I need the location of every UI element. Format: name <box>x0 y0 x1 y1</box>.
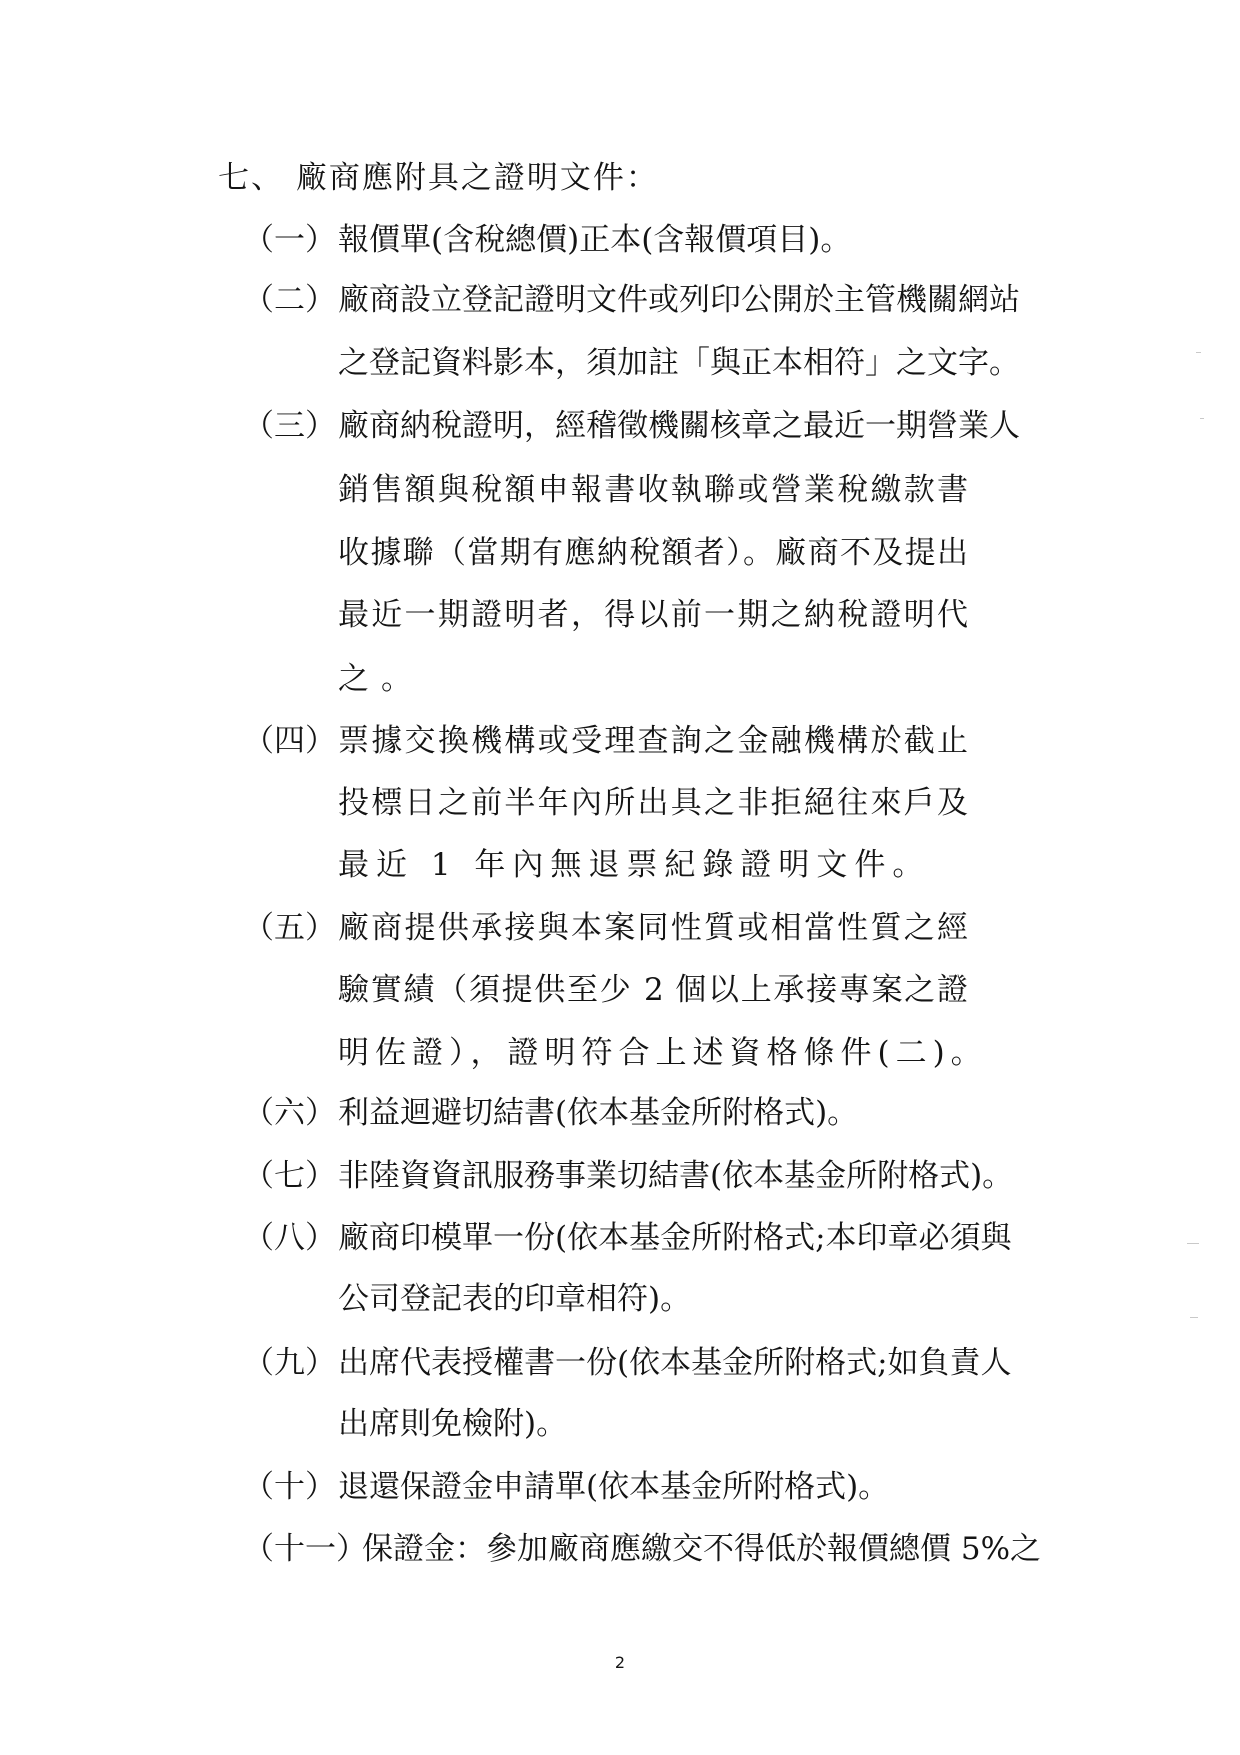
scan-speck <box>1190 1317 1198 1318</box>
item-8-line-1: 廠商印模單一份(依本基金所附格式;本印章必須與 <box>338 1220 1012 1256</box>
item-6-marker: （六） <box>243 1095 336 1131</box>
item-3-marker: （三） <box>243 408 336 444</box>
item-3-line-1: 廠商納稅證明，經稽徵機關核章之最近一期營業人 <box>338 408 1020 444</box>
page-number: 2 <box>614 1653 626 1672</box>
item-3-line-3: 收據聯（當期有應納稅額者）。廠商不及提出 <box>338 535 968 571</box>
item-7-marker: （七） <box>243 1158 336 1194</box>
item-8-line-2: 公司登記表的印章相符)。 <box>338 1281 692 1317</box>
item-1-line-1: 報價單(含稅總價)正本(含報價項目)。 <box>338 222 852 258</box>
item-2-line-1: 廠商設立登記證明文件或列印公開於主管機關網站 <box>338 282 1020 318</box>
item-8-marker: （八） <box>243 1220 336 1256</box>
item-5-line-3: 明佐證），證明符合上述資格條件(二)。 <box>338 1035 988 1071</box>
item-1-marker: （一） <box>243 222 336 258</box>
item-4-marker: （四） <box>243 723 336 759</box>
item-10-line-1: 退還保證金申請單(依本基金所附格式)。 <box>338 1469 890 1505</box>
item-11-line-1: 保證金：參加廠商應繳交不得低於報價總價 5%之 <box>362 1531 1042 1567</box>
item-4-line-2: 投標日之前半年內所出具之非拒絕往來戶及 <box>338 785 968 821</box>
scan-speck <box>1187 1243 1199 1244</box>
item-5-line-1: 廠商提供承接與本案同性質或相當性質之經 <box>338 910 968 946</box>
item-3-line-2: 銷售額與稅額申報書收執聯或營業稅繳款書 <box>338 472 968 508</box>
item-3-line-5: 之。 <box>338 661 424 697</box>
item-3-line-4: 最近一期證明者，得以前一期之納稅證明代 <box>338 597 968 633</box>
item-9-line-1: 出席代表授權書一份(依本基金所附格式;如負責人 <box>338 1345 1012 1381</box>
item-2-marker: （二） <box>243 282 336 318</box>
item-10-marker: （十） <box>243 1469 336 1505</box>
item-2-line-2: 之登記資料影本，須加註「與正本相符」之文字。 <box>338 345 1020 381</box>
item-6-line-1: 利益迴避切結書(依本基金所附格式)。 <box>338 1095 859 1131</box>
item-11-marker: （十一） <box>243 1531 367 1567</box>
scan-speck <box>1196 352 1201 353</box>
item-4-line-1: 票據交換機構或受理查詢之金融機構於截止 <box>338 723 968 759</box>
item-5-marker: （五） <box>243 910 336 946</box>
item-5-line-2: 驗實績（須提供至少 2 個以上承接專案之證 <box>338 972 968 1008</box>
item-4-line-3: 最近 1 年內無退票紀錄證明文件。 <box>338 847 931 883</box>
scan-speck <box>1200 418 1204 419</box>
item-9-line-2: 出席則免檢附)。 <box>338 1406 568 1442</box>
item-7-line-1: 非陸資資訊服務事業切結書(依本基金所附格式)。 <box>338 1158 1014 1194</box>
item-9-marker: （九） <box>243 1345 336 1381</box>
section-heading: 七、 廠商應附具之證明文件： <box>218 160 659 196</box>
